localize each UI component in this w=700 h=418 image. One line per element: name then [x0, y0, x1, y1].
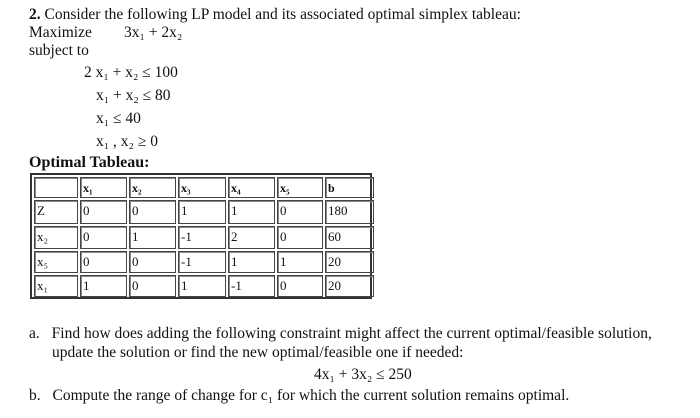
header-cell-basis	[34, 177, 78, 198]
tableau-cell-r4-x4: -1	[228, 275, 275, 297]
question-a-line1	[29, 325, 652, 343]
problem-heading	[29, 6, 521, 24]
header-cell-x2: x₂	[129, 177, 176, 198]
problem-heading-text: Consider the following LP model and its associated optimal simplex tableau:	[44, 6, 521, 23]
tableau-cell-r1-x3: 1	[178, 200, 226, 224]
tableau-cell-r2-x2: 1	[129, 226, 176, 249]
subject-to-label: subject to	[29, 42, 89, 59]
tableau-cell-r2-basis: x₂	[34, 226, 78, 249]
question-b-label: b.	[29, 387, 41, 404]
optimal-tableau	[30, 173, 372, 299]
tableau-cell-r3-basis: x₅	[34, 251, 78, 273]
header-cell-x1: x₁	[80, 177, 127, 198]
maximize-label: Maximize	[29, 24, 92, 41]
tableau-cell-r1-x5: 0	[277, 200, 323, 224]
tableau-cell-r3-x4: 1	[228, 251, 275, 273]
tableau-cell-r2-x1: 0	[80, 226, 127, 249]
tableau-cell-r1-x4: 1	[228, 200, 275, 224]
tableau-title: Optimal Tableau:	[29, 154, 150, 171]
tableau-cell-r1-x1: 0	[80, 200, 127, 224]
tableau-cell-r1-basis: Z	[34, 200, 78, 224]
header-cell-x5: x₅	[277, 177, 323, 198]
tableau-cell-r4-basis: x₁	[34, 275, 78, 297]
tableau-cell-r3-x2: 0	[129, 251, 176, 273]
tableau-cell-r4-x3: 1	[178, 275, 226, 297]
tableau-cell-r3-x1: 0	[80, 251, 127, 273]
tableau-cell-r3-x3: -1	[178, 251, 226, 273]
header-cell-x3: x₃	[178, 177, 226, 198]
tableau-cell-r4-x2: 0	[129, 275, 176, 297]
question-a-constraint: 4x₁ + 3x₂ ≤ 250	[314, 366, 412, 383]
question-a-label: a.	[29, 325, 40, 342]
constraint-2: x₁ + x₂ ≤ 80	[96, 87, 171, 104]
tableau-cell-r4-x5: 0	[277, 275, 323, 297]
header-cell-x4: x₄	[228, 177, 275, 198]
problem-number: 2.	[29, 6, 41, 23]
tableau-cell-r3-x5: 1	[277, 251, 323, 273]
header-cell-b: b	[325, 177, 374, 198]
constraint-1: 2 x₁ + x₂ ≤ 100	[84, 64, 178, 81]
tableau-cell-r4-b: 20	[325, 275, 374, 297]
tableau-cell-r1-b: 180	[325, 200, 374, 224]
tableau-cell-r2-b: 60	[325, 226, 374, 249]
constraint-3: x₁ ≤ 40	[96, 110, 141, 127]
tableau-cell-r4-x1: 1	[80, 275, 127, 297]
tableau-cell-r1-x2: 0	[129, 200, 176, 224]
question-b	[29, 387, 569, 405]
question-a-line2: update the solution or find the new optimal/feasible one if needed:	[52, 344, 464, 361]
tableau-cell-r2-x3: -1	[178, 226, 226, 249]
tableau-cell-r2-x5: 0	[277, 226, 323, 249]
question-b-text: Compute the range of change for c₁ for which the current solution remains optimal.	[52, 387, 570, 404]
nonnegativity-constraint: x₁ , x₂ ≥ 0	[96, 133, 158, 150]
question-a-text: Find how does adding the following constraint might affect the current optimal/feasible solution,	[51, 325, 652, 342]
objective-function: 3x₁ + 2x₂	[124, 24, 183, 41]
tableau-cell-r3-b: 20	[325, 251, 374, 273]
tableau-cell-r2-x4: 2	[228, 226, 275, 249]
